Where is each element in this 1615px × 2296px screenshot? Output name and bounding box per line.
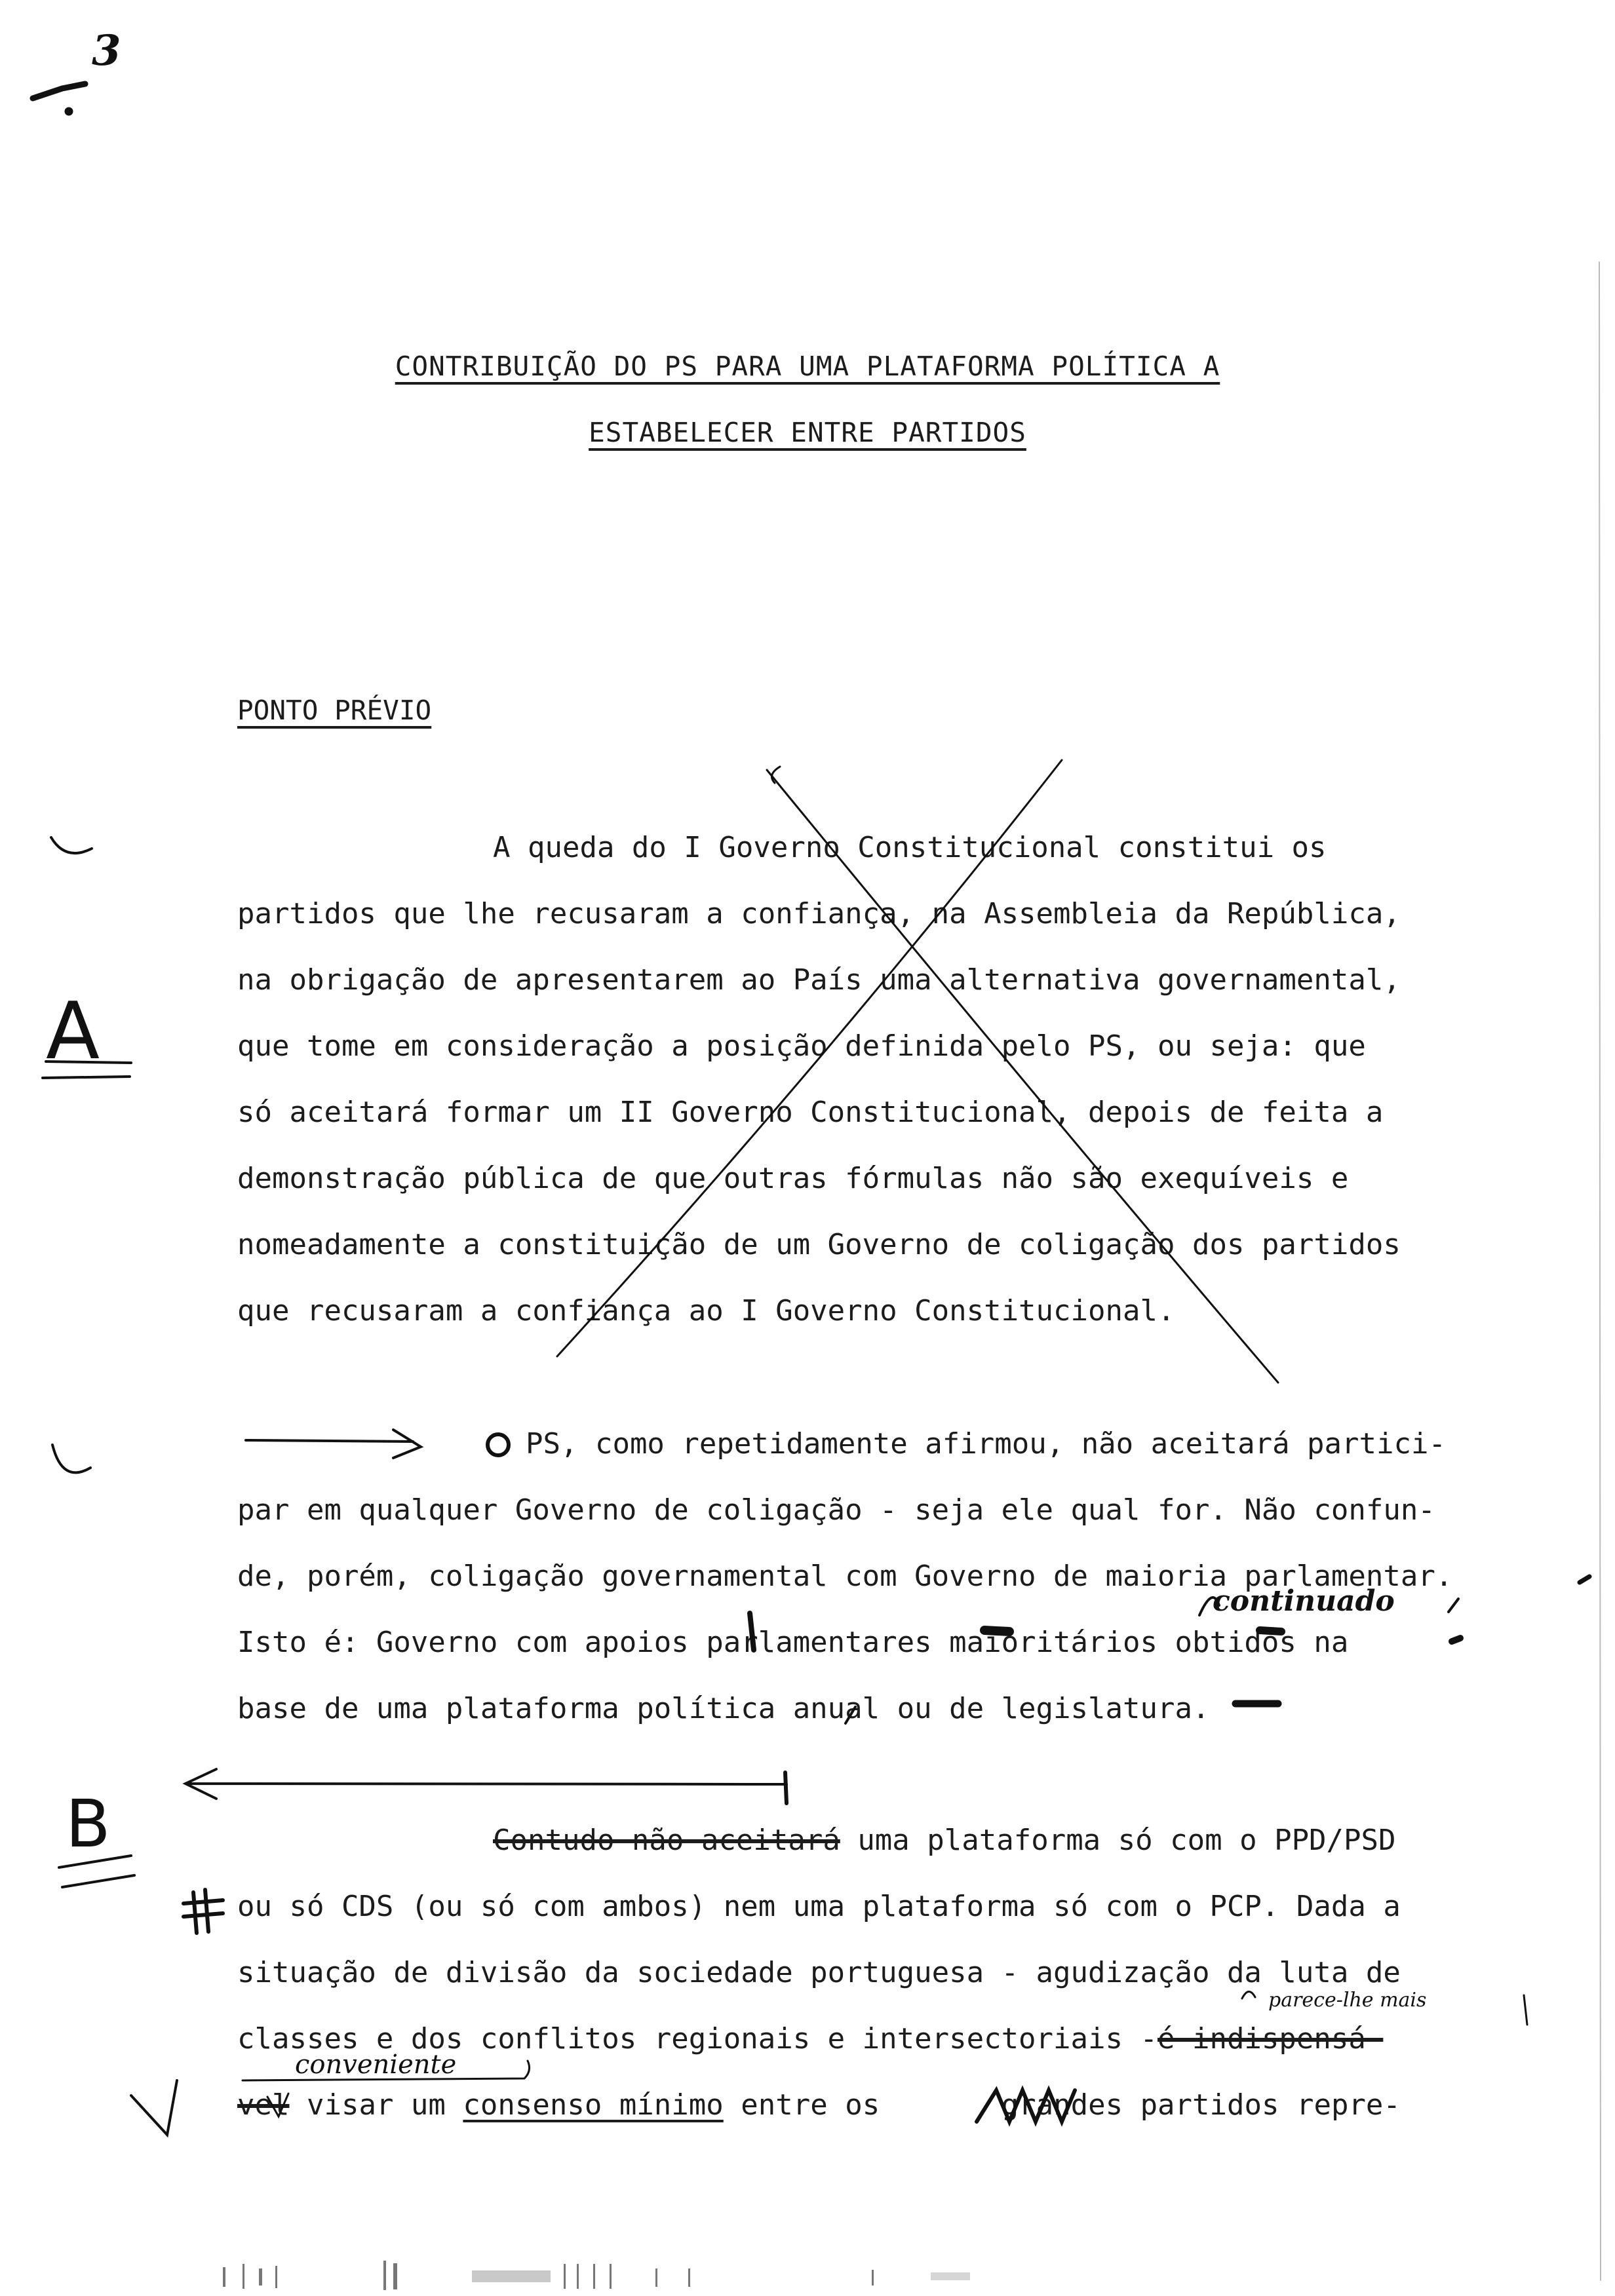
paragraph-2-line: Isto é: Governo com apoios parlamentares maioritários obtidos na xyxy=(237,1626,1349,1659)
title-line-2: ESTABELECER ENTRE PARTIDOS xyxy=(589,417,1026,448)
paragraph-3-text: visar um xyxy=(306,2088,446,2122)
struck-text: vel xyxy=(237,2088,290,2122)
paragraph-3 xyxy=(237,1807,1542,2138)
handwritten-insert-parece: parece-lhe mais xyxy=(1268,1989,1427,2012)
correction-caret xyxy=(1580,1577,1589,1582)
paragraph-3-line-5 xyxy=(237,2072,1542,2138)
paragraph-1-line: que recusaram a confiança ao I Governo Constitucional. xyxy=(237,1294,1175,1328)
scan-noise xyxy=(0,2254,1615,2293)
handwritten-top-mark: 3 xyxy=(92,26,121,75)
paragraph-3-text: grandes partidos repre- xyxy=(1001,2088,1401,2122)
handwritten-insert-conveniente: conveniente xyxy=(295,2050,457,2080)
paragraph-2-line: PS, como repetidamente afirmou, não aceitará partici- xyxy=(526,1427,1446,1461)
margin-letter-a: A xyxy=(46,986,100,1077)
top-dot xyxy=(65,107,73,115)
margin-b-underline-2 xyxy=(62,1875,134,1887)
margin-bracket-1 xyxy=(51,837,92,853)
struck-text: é indispensá- xyxy=(1157,2022,1384,2056)
paragraph-2-line: de, porém, coligação governamental com Governo de maioria parlamentar. xyxy=(237,1559,1453,1593)
margin-letter-b: B xyxy=(66,1786,111,1862)
paragraph-3-line-1 xyxy=(237,1807,1542,1873)
title-line-1: CONTRIBUIÇÃO DO PS PARA UMA PLATAFORMA POLÍTICA A xyxy=(395,351,1220,382)
paragraph-1-line: na obrigação de apresentarem ao País uma alternativa governamental, xyxy=(237,963,1401,997)
paragraph-3-line: situação de divisão da sociedade portuguesa - agudização da luta de xyxy=(237,1956,1401,1989)
struck-text: Contudo não aceitará xyxy=(493,1824,840,1857)
page-edge-line xyxy=(1599,262,1601,2280)
left-arrow xyxy=(185,1769,787,1799)
paragraph-3-line: ou só CDS (ou só com ambos) nem uma plataforma só com o PCP. Dada a xyxy=(237,1890,1401,1923)
paragraph-1-line: que tome em consideração a posição definida pelo PS, ou seja: que xyxy=(237,1029,1366,1063)
margin-bracket-2 xyxy=(52,1445,90,1472)
paragraph-1-line: só aceitará formar um II Governo Constitucional, depois de feita a xyxy=(237,1096,1384,1129)
paragraph-1-line: partidos que lhe recusaram a confiança, na Assembleia da República, xyxy=(237,897,1401,930)
hash-mark xyxy=(184,1890,223,1933)
underlined-text: consenso mínimo xyxy=(463,2088,724,2122)
paragraph-3-text: classes e dos conflitos regionais e intersectoriais - xyxy=(237,2022,1158,2056)
paragraph-2-line: par em qualquer Governo de coligação - seja ele qual for. Não confun- xyxy=(237,1493,1435,1527)
cross-line-3 xyxy=(772,767,781,783)
arrow-end-tick xyxy=(785,1772,787,1803)
paragraph-1-line: demonstração pública de que outras fórmulas não são exequíveis e xyxy=(237,1162,1349,1195)
margin-check-mark xyxy=(131,2080,177,2135)
scribble-mark xyxy=(897,2088,984,2122)
section-heading: PONTO PRÉVIO xyxy=(237,695,432,726)
top-scribble xyxy=(33,84,85,98)
paragraph-1-line: nomeadamente a constituição de um Governo de coligação dos partidos xyxy=(237,1228,1401,1261)
paragraph-3-text: entre os xyxy=(741,2088,880,2122)
paragraph-1 xyxy=(237,814,1542,1344)
paragraph-3-text: uma plataforma só com o PPD/PSD xyxy=(857,1824,1396,1857)
handwritten-insert-continuado: continuado xyxy=(1213,1584,1395,1618)
paragraph-2-line: base de uma plataforma política anual ou de legislatura. xyxy=(237,1692,1210,1725)
paragraph-1-line: A queda do I Governo Constitucional constitui os xyxy=(493,831,1327,864)
paragraph-2 xyxy=(237,1411,1542,1742)
